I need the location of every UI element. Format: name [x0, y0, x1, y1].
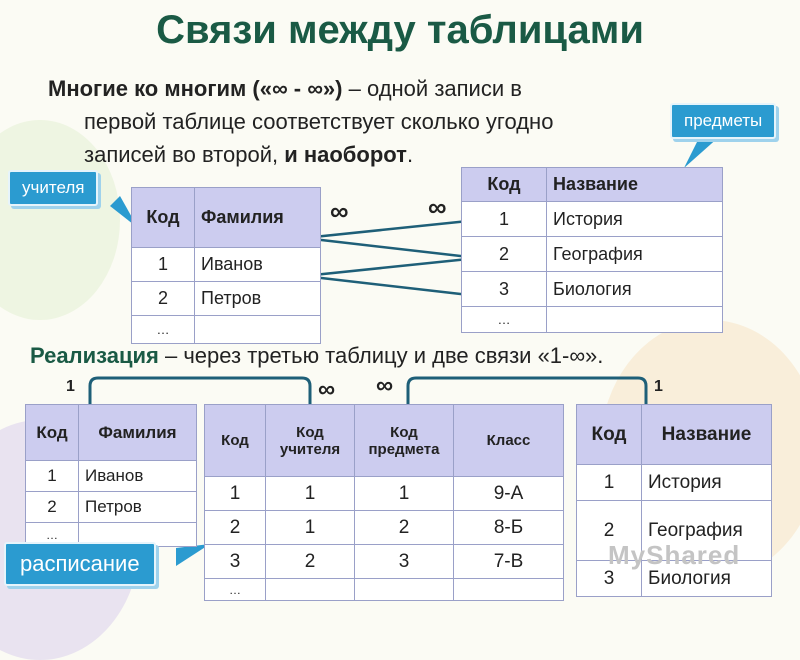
cell-code: 3: [462, 272, 547, 307]
cell-class: 7-В: [454, 545, 564, 579]
cell-subject-code: 3: [355, 545, 454, 579]
cell-name: География: [642, 501, 772, 561]
table-row: [205, 511, 564, 545]
cell-surname: Иванов: [79, 461, 197, 492]
col-header-code: Код: [26, 405, 79, 461]
col-header-subject-code: Код предмета: [355, 405, 454, 477]
table-row: [462, 237, 723, 272]
col-header-surname: Фамилия: [79, 405, 197, 461]
cell-code: 2: [26, 492, 79, 523]
col-header-code: Код: [462, 168, 547, 202]
definition-period: .: [406, 142, 414, 167]
cell-code: 2: [205, 511, 266, 545]
implementation-text: [30, 343, 603, 369]
page-title: Связи между таблицами: [156, 8, 644, 52]
cell-name: История: [547, 202, 723, 237]
cell-surname: Петров: [79, 492, 197, 523]
table-row: [205, 477, 564, 511]
col-header-name: Название: [642, 405, 772, 465]
cell-surname: Иванов: [195, 248, 321, 282]
col-header-code: Код: [577, 405, 642, 465]
col-header-name: Название: [547, 168, 723, 202]
table-row: [132, 248, 321, 282]
table-row: [26, 492, 197, 523]
table-row: [132, 282, 321, 316]
cell-code: 1: [577, 465, 642, 501]
bottom-teachers-table: [25, 404, 197, 547]
definition-text: – одной записи в: [342, 76, 522, 101]
cell-code: 1: [132, 248, 195, 282]
schedule-table: [204, 404, 564, 601]
cell-code: …: [26, 523, 79, 547]
cell-surname: [195, 316, 321, 344]
cell-name: Биология: [642, 561, 772, 597]
teachers-callout: учителя: [8, 170, 98, 206]
subjects-table: [461, 167, 723, 333]
cell-teacher-code: [266, 579, 355, 601]
cell-code: 1: [462, 202, 547, 237]
infinity-right: ∞: [428, 192, 447, 222]
col-header-code: Код: [132, 188, 195, 248]
cell-code: …: [462, 307, 547, 333]
cell-subject-code: [355, 579, 454, 601]
table-row: [205, 579, 564, 601]
link-ivanov-geography: [304, 238, 478, 258]
cell-code: 1: [26, 461, 79, 492]
cell-subject-code: 2: [355, 511, 454, 545]
cell-teacher-code: 1: [266, 511, 355, 545]
many-to-many-label: Многие ко многим («∞ - ∞»): [48, 76, 343, 101]
table-row: [205, 545, 564, 579]
bracket-teachers-schedule: [90, 378, 310, 404]
subjects-callout-pointer: [684, 136, 720, 168]
cell-code: 2: [132, 282, 195, 316]
col-header-teacher-code: Код учителя: [266, 405, 355, 477]
implementation-body: – через третью таблицу и две связи «1-∞».: [158, 343, 604, 368]
cell-code: 1: [205, 477, 266, 511]
bracket-schedule-subjects: [408, 378, 646, 404]
cell-code: …: [132, 316, 195, 344]
cell-subject-code: 1: [355, 477, 454, 511]
cell-code: …: [205, 579, 266, 601]
col-header-code: Код: [205, 405, 266, 477]
cell-code: 2: [462, 237, 547, 272]
one-left: 1: [66, 378, 75, 395]
infinity-bottom-right: ∞: [376, 372, 394, 399]
vice-versa-label: и наоборот: [284, 142, 407, 167]
col-header-surname: Фамилия: [195, 188, 321, 248]
schedule-callout: расписание: [4, 542, 156, 586]
subjects-callout: предметы: [670, 103, 776, 139]
infinity-bottom-left: ∞: [318, 376, 336, 403]
cell-name: [547, 307, 723, 333]
table-row: [462, 202, 723, 237]
cell-name: География: [547, 237, 723, 272]
table-row: [462, 272, 723, 307]
cell-surname: Петров: [195, 282, 321, 316]
cell-code: 3: [577, 561, 642, 597]
cell-teacher-code: 1: [266, 477, 355, 511]
definition-line2: первой таблице соответствует сколько угодно: [84, 109, 554, 134]
cell-code: 3: [205, 545, 266, 579]
table-row: [132, 316, 321, 344]
definition-line3-text: записей во второй,: [84, 142, 285, 167]
watermark-logo: MyShared: [608, 540, 741, 570]
cell-class: [454, 579, 564, 601]
link-petrov-biology: [304, 276, 478, 296]
one-right: 1: [654, 378, 663, 395]
cell-code: 2: [577, 501, 642, 561]
cell-name: История: [642, 465, 772, 501]
cell-class: 9-А: [454, 477, 564, 511]
cell-teacher-code: 2: [266, 545, 355, 579]
link-petrov-geography: [304, 258, 478, 276]
teachers-table: [131, 187, 321, 344]
table-row: [26, 461, 197, 492]
cell-class: 8-Б: [454, 511, 564, 545]
table-row: [577, 465, 772, 501]
cell-name: Биология: [547, 272, 723, 307]
col-header-class: Класс: [454, 405, 564, 477]
table-row: [462, 307, 723, 333]
infinity-left: ∞: [330, 196, 349, 226]
implementation-label: Реализация: [30, 343, 159, 368]
